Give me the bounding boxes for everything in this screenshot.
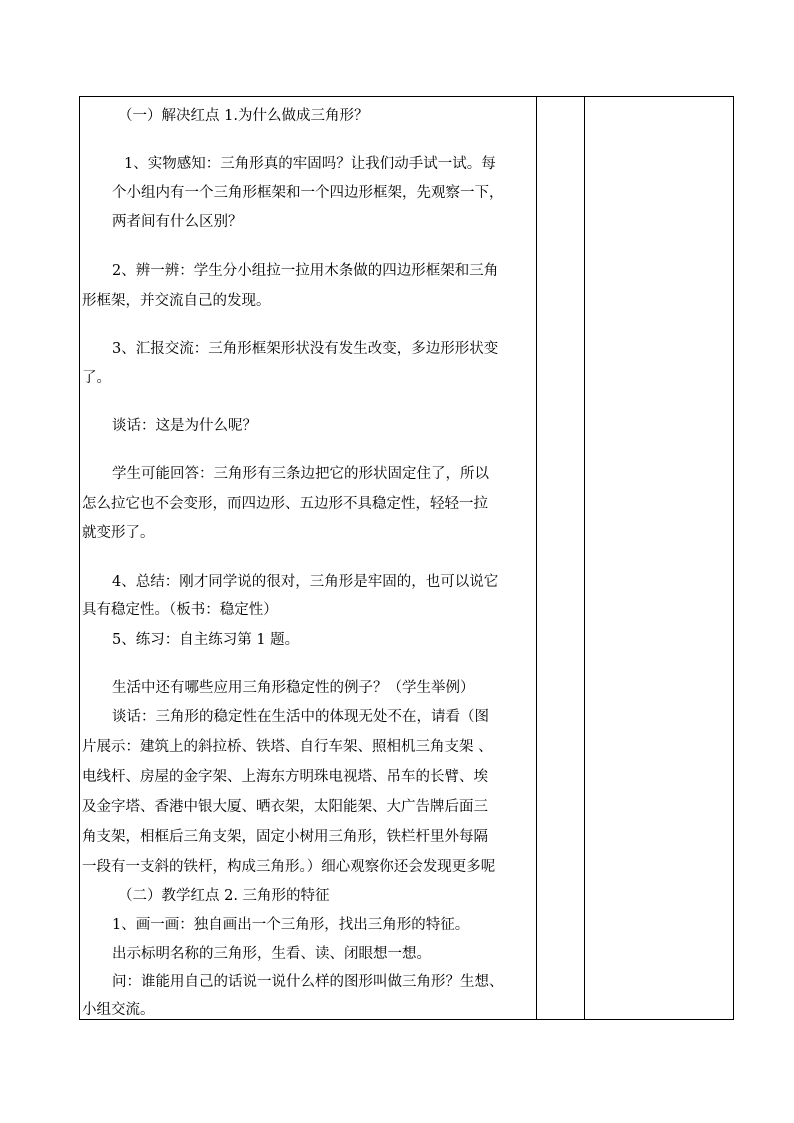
paragraph-line: 谈话：三角形的稳定性在生活中的体现无处不在，请看（图 [112,709,489,725]
paragraph-line: 角支架，相框后三角支架，固定小树用三角形，铁栏杆里外每隔 [82,829,488,845]
paragraph-line: 3、汇报交流：三角形框架形状没有发生改变，多边形形状变 [112,341,499,357]
paragraph-line: 1、实物感知：三角形真的牢固吗？让我们动手试一试。每 [124,156,496,172]
paragraph-line: 出示标明名称的三角形，生看、读、闭眼想一想。 [112,946,431,962]
paragraph-line: 小组交流。 [82,1002,155,1018]
paragraph-line: 一段有一支斜的铁杆，构成三角形。）细心观察你还会发现更多呢 [82,859,496,875]
paragraph-line: 4、总结：刚才同学说的很对，三角形是牢固的，也可以说它 [112,574,499,590]
paragraph-line: 就变形了。 [82,525,155,541]
column-divider-1 [536,97,537,1019]
paragraph-line: 1、画一画：独自画出一个三角形，找出三角形的特征。 [112,917,470,933]
paragraph-line: 及金字塔、香港中银大厦、晒衣架，太阳能架、大广告牌后面三 [82,799,488,815]
paragraph-line: 形框架，并交流自己的发现。 [82,293,271,309]
section-heading-2: （二）教学红点 2. 三角形的特征 [118,888,330,904]
paragraph-line: 了。 [82,370,111,386]
paragraph-line: 电线杆、房屋的金字架、上海东方明珠电视塔、吊车的长臂、埃 [82,769,488,785]
lesson-table [79,96,734,1020]
column-divider-2 [584,97,585,1019]
paragraph-line: 5、练习：自主练习第 1 题。 [112,632,300,648]
paragraph-line: 学生可能回答：三角形有三条边把它的形状固定住了，所以 [112,466,489,482]
paragraph-line: 2、辨一辨：学生分小组拉一拉用木条做的四边形框架和三角 [112,263,499,279]
paragraph-line: 两者间有什么区别？ [112,214,243,230]
paragraph-line: 生活中还有哪些应用三角形稳定性的例子？（学生举例） [112,680,475,696]
paragraph-line: 个小组内有一个三角形框架和一个四边形框架，先观察一下， [112,185,504,201]
paragraph-line: 谈话：这是为什么呢？ [112,418,257,434]
lesson-content-cell [80,97,536,1019]
section-heading-1: （一）解决红点 1.为什么做成三角形？ [118,108,369,124]
paragraph-line: 怎么拉它也不会变形，而四边形、五边形不具稳定性，轻轻一拉 [82,496,488,512]
paragraph-line: 具有稳定性。（板书：稳定性） [82,602,278,618]
paragraph-line: 片展示：建筑上的斜拉桥、铁塔、自行车架、照相机三角支架 、 [82,739,493,755]
paragraph-line: 问：谁能用自己的话说一说什么样的图形叫做三角形？生想、 [112,974,504,990]
